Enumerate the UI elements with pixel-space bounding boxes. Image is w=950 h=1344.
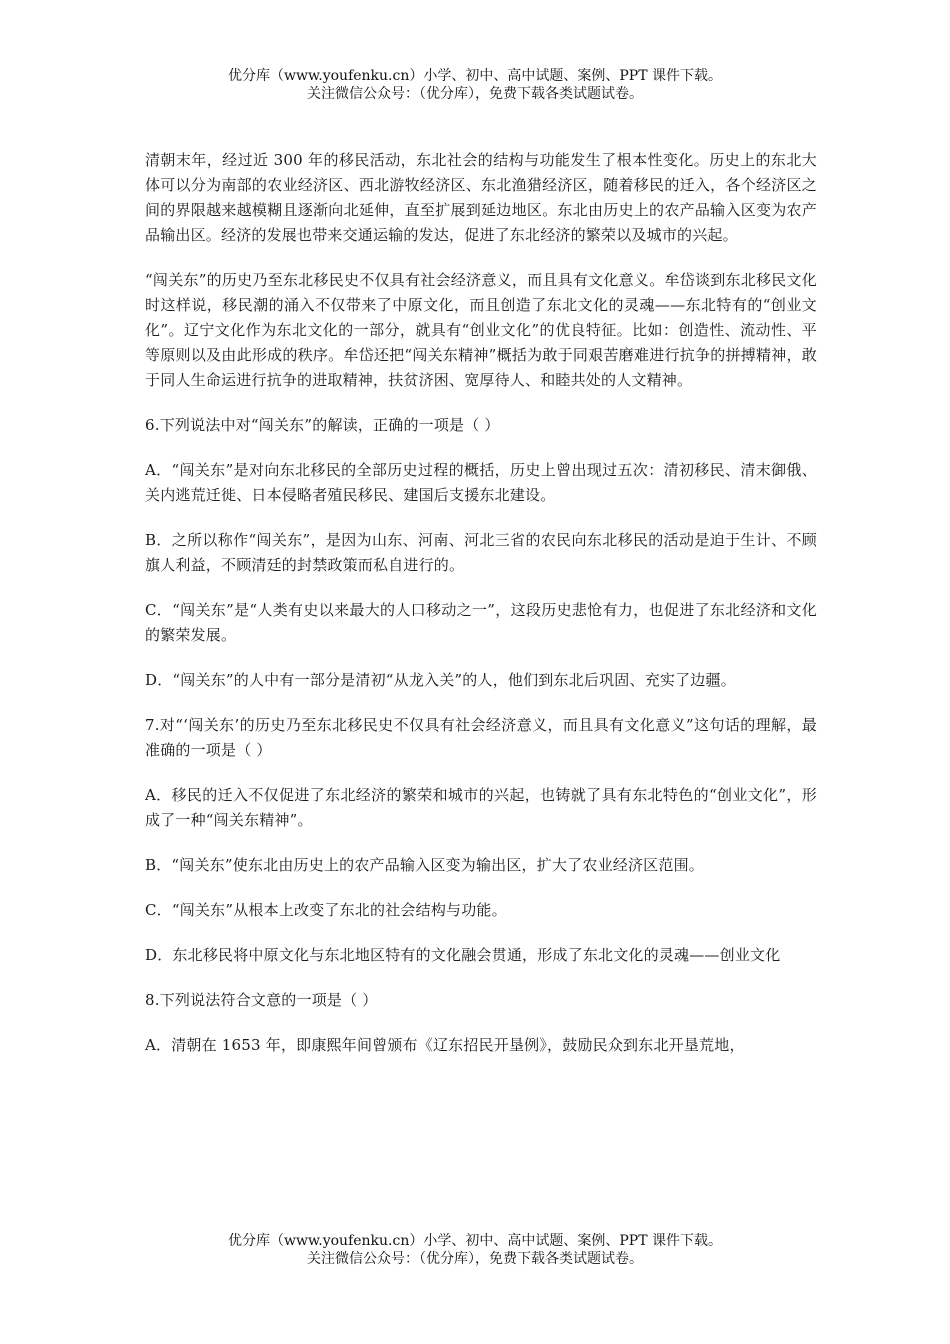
footer-line-2: 关注微信公众号：（优分库），免费下载各类试题试卷。	[307, 1251, 643, 1267]
question-7-option-a: A．移民的迁入不仅促进了东北经济的繁荣和城市的兴起，也铸就了具有东北特色的“创业文化”，形成了一种“闯关东精神”。	[145, 786, 817, 829]
question-6-option-b: B．之所以称作“闯关东”，是因为山东、河南、河北三省的农民向东北移民的活动是迫于生计、不顾旗人利益，不顾清廷的封禁政策而私自进行的。	[145, 531, 817, 574]
footer-line-1: 优分库（www.youfenku.cn）小学、初中、高中试题、案例、PPT 课件下载。	[227, 1233, 722, 1249]
header-line-2: 关注微信公众号：（优分库），免费下载各类试题试卷。	[307, 86, 643, 102]
header-line-1: 优分库（www.youfenku.cn）小学、初中、高中试题、案例、PPT 课件下载。	[227, 68, 722, 84]
question-8-option-a: A．清朝在 1653 年，即康熙年间曾颁布《辽东招民开垦例》，鼓励民众到东北开垦荒地，	[145, 1036, 745, 1054]
question-6-option-d: D．“闯关东”的人中有一部分是清初“从龙入关”的人，他们到东北后巩固、充实了边疆。	[145, 671, 736, 689]
question-7-option-d: D．东北移民将中原文化与东北地区特有的文化融会贯通，形成了东北文化的灵魂——创业文化	[145, 946, 781, 964]
passage-paragraph-2: “闯关东”的历史乃至东北移民史不仅具有社会经济意义，而且具有文化意义。牟岱谈到东北移民文化时这样说，移民潮的涌入不仅带来了中原文化，而且创造了东北文化的灵魂——东北特有的“创业文化”。辽宁文化作为东北文化的一部分，就具有“创业文化”的优良特征。比如：创造性、流动性、平等原则以及由此形成的秩序。牟岱还把“闯关东精神”概括为敢于同艰苦磨难进行抗争的拼搏精神，敢于同人生命运进行抗争的进取精神，扶贫济困、宽厚待人、和睦共处的人文精神。	[145, 271, 817, 389]
question-8-stem: 8.下列说法符合文意的一项是（ ）	[145, 991, 378, 1009]
question-6-option-a: A．“闯关东”是对向东北移民的全部历史过程的概括，历史上曾出现过五次：清初移民、清末御俄、关内逃荒迁徙、日本侵略者殖民移民、建国后支援东北建设。	[145, 461, 817, 504]
question-6-option-c: C．“闯关东”是“人类有史以来最大的人口移动之一”，这段历史悲怆有力，也促进了东北经济和文化的繁荣发展。	[145, 601, 817, 644]
document-body	[145, 148, 817, 1078]
question-7-option-b: B．“闯关东”使东北由历史上的农产品输入区变为输出区，扩大了农业经济区范围。	[145, 856, 704, 874]
question-6-stem: 6.下列说法中对“闯关东”的解读，正确的一项是（ ）	[145, 416, 500, 434]
passage-paragraph-1: 清朝末年，经过近 300 年的移民活动，东北社会的结构与功能发生了根本性变化。历史上的东北大体可以分为南部的农业经济区、西北游牧经济区、东北渔猎经济区，随着移民的迁入，各个经济区之间的界限越来越模糊且逐渐向北延伸，直至扩展到延边地区。东北由历史上的农产品输入区变为农产品输出区。经济的发展也带来交通运输的发达，促进了东北经济的繁荣以及城市的兴起。	[145, 151, 817, 244]
question-7-stem: 7.对“‘闯关东’的历史乃至东北移民史不仅具有社会经济意义，而且具有文化意义”这句话的理解，最准确的一项是（ ）	[145, 716, 817, 759]
page-footer	[0, 1232, 950, 1268]
page-header	[0, 67, 950, 103]
question-7-option-c: C．“闯关东”从根本上改变了东北的社会结构与功能。	[145, 901, 507, 919]
